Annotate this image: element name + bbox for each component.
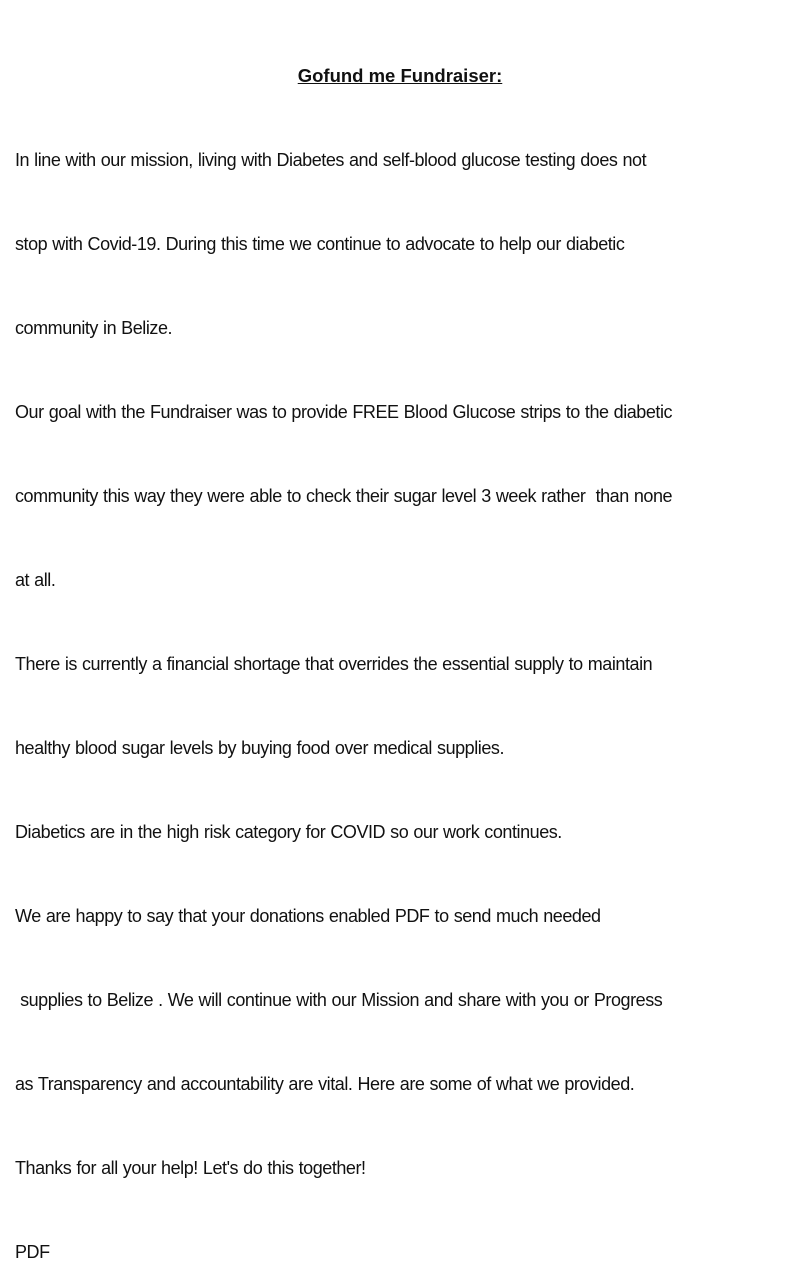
body-line: healthy blood sugar levels by buying food over medical supplies.	[15, 738, 505, 758]
document	[15, 62, 795, 1280]
document-title: Gofund me Fundraiser:	[297, 65, 503, 86]
body-line: Diabetics are in the high risk category for COVID so our work continues.	[15, 822, 562, 842]
signature-line: PDF	[15, 1242, 50, 1262]
body-line: supplies to Belize . We will continue with our Mission and share with you or Progress	[15, 990, 663, 1010]
body-line: We are happy to say that your donations enabled PDF to send much needed	[15, 906, 601, 926]
body-line: Our goal with the Fundraiser was to provide FREE Blood Glucose strips to the diabetic	[15, 402, 673, 422]
body-line: In line with our mission, living with Diabetes and self-blood glucose testing does not	[15, 150, 647, 170]
body-line: There is currently a financial shortage that overrides the essential supply to maintain	[15, 654, 653, 674]
body-line: community this way they were able to check their sugar level 3 week rather than none	[15, 486, 673, 506]
body-line: stop with Covid-19. During this time we continue to advocate to help our diabetic	[15, 234, 625, 254]
body-line: as Transparency and accountability are vital. Here are some of what we provided.	[15, 1074, 635, 1094]
body-line: at all.	[15, 570, 56, 590]
document-body	[15, 90, 795, 1280]
body-line: community in Belize.	[15, 318, 173, 338]
body-line: Thanks for all your help! Let's do this together!	[15, 1158, 366, 1178]
